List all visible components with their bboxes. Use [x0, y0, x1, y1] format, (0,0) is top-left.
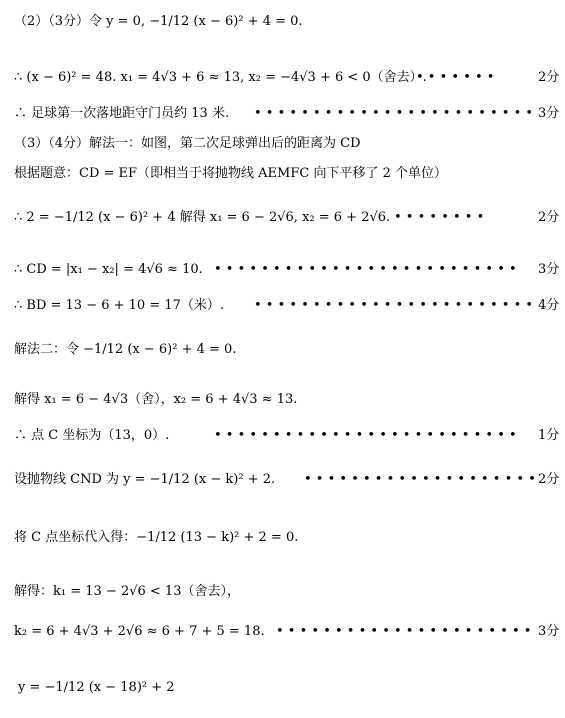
- line-7-text: ∴ CD = |x₁ − x₂| = 4√6 ≈ 10.: [14, 262, 203, 277]
- line-16: y = −1/12 (x − 18)² + 2: [18, 680, 175, 695]
- leader-dots: • • • • • • • • • • • • • • • • • • • • • • • •: [254, 298, 534, 313]
- score-7: 3分: [538, 262, 560, 277]
- line-14: 解得：k₁ = 13 − 2√6 < 13（舍去），: [14, 584, 240, 599]
- score-8: 4分: [538, 298, 560, 313]
- line-8-text: ∴ BD = 13 − 6 + 10 = 17（米）.: [14, 298, 225, 313]
- leader-dots: • • • • • • • • • • • • • • • • • • • • • • • • • •: [214, 262, 517, 277]
- score-3: 3分: [538, 106, 560, 121]
- leader-dots: • • • • • • • • • • • • • • • • • • • • • •: [276, 624, 532, 639]
- line-9: 解法二：令 −1/12 (x − 6)² + 4 = 0.: [14, 342, 237, 357]
- line-11: [14, 428, 560, 444]
- score-12: 2分: [538, 472, 560, 487]
- line-2: [14, 70, 560, 86]
- line-10: 解得 x₁ = 6 − 4√3（舍），x₂ = 6 + 4√3 ≈ 13.: [14, 392, 298, 407]
- line-6-text: ∴ 2 = −1/12 (x − 6)² + 4 解得 x₁ = 6 − 2√6, x₂ = 6 + 2√6.: [14, 210, 391, 225]
- leader-dots: • • • • • • • • • • • • • • • • • • • • • • • • • •: [214, 428, 517, 443]
- line-8: [14, 298, 560, 314]
- line-6: [14, 210, 560, 226]
- line-1: （2）（3分）令 y = 0, −1/12 (x − 6)² + 4 = 0.: [14, 14, 303, 29]
- score-2: 2分: [538, 70, 560, 85]
- line-2-text: ∴ (x − 6)² = 48. x₁ = 4√3 + 6 ≈ 13, x₂ = −4√3 + 6 < 0（舍去）.: [14, 70, 427, 85]
- line-5: 根据题意：CD = EF（即相当于将抛物线 AEMFC 向下平移了 2 个单位）: [14, 166, 447, 181]
- line-7: [14, 262, 560, 278]
- leader-dots: • • • • • • • • • • • • • • • • • • • •: [304, 472, 536, 487]
- line-4: （3）（4分）解法一：如图，第二次足球弹出后的距离为 CD: [14, 136, 361, 151]
- leader-dots: • • • • • • • •: [394, 210, 485, 225]
- leader-dots: • • • • • • •: [416, 70, 495, 85]
- line-15-text: k₂ = 6 + 4√3 + 2√6 ≈ 6 + 7 + 5 = 18.: [14, 624, 265, 639]
- line-11-text: ∴ 点 C 坐标为（13，0）.: [14, 428, 170, 443]
- line-3: [14, 106, 560, 122]
- line-15: [14, 624, 560, 640]
- line-3-text: ∴ 足球第一次落地距守门员约 13 米.: [14, 106, 230, 121]
- line-12: [14, 472, 560, 488]
- score-15: 3分: [538, 624, 560, 639]
- score-11: 1分: [538, 428, 560, 443]
- leader-dots: • • • • • • • • • • • • • • • • • • • • • • • •: [254, 106, 534, 121]
- score-6: 2分: [538, 210, 560, 225]
- line-13: 将 C 点坐标代入得：−1/12 (13 − k)² + 2 = 0.: [14, 530, 299, 545]
- line-12-text: 设抛物线 CND 为 y = −1/12 (x − k)² + 2.: [14, 472, 276, 487]
